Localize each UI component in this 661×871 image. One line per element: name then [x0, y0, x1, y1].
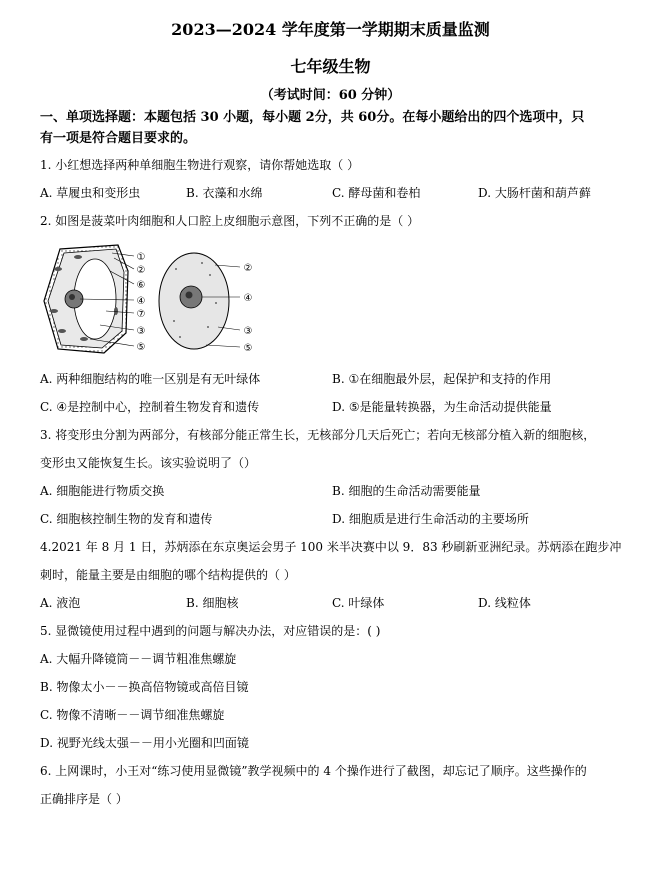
chloroplast — [58, 329, 66, 333]
section-heading-line1: 一、单项选择题：本题包括 30 小题，每小题 2分，共 60分。在每小题给出的四个选项中，只 — [40, 110, 585, 125]
question-3-option-a: A. 细胞能进行物质交换 — [40, 484, 165, 498]
exam-time-note: （考试时间：60 分钟） — [260, 88, 401, 103]
question-6-stem-line2: 正确排序是（ ） — [40, 792, 128, 806]
animal-cell-diagram — [159, 253, 252, 354]
chloroplast — [50, 309, 58, 313]
chloroplast — [54, 267, 62, 271]
question-2-option-a: A. 两种细胞结构的唯一区别是有无叶绿体 — [40, 372, 261, 386]
question-5-option-a: A. 大幅升降镜筒－－调节粗准焦螺旋 — [40, 652, 237, 666]
question-5-option-b: B. 物像太小－－换高倍物镜或高倍目镜 — [40, 680, 249, 694]
question-3-option-c: C. 细胞核控制生物的发育和遗传 — [40, 512, 213, 526]
question-4-option-a: A. 液泡 — [40, 596, 81, 610]
question-1-stem: 1. 小红想选择两种单细胞生物进行观察，请你帮她选取（ ） — [40, 158, 360, 172]
question-4-stem-line1: 4.2021 年 8 月 1 日，苏炳添在东京奥运会男子 100 米半决赛中以 9．83 秒刷新亚洲纪录。苏炳添在跑步冲 — [40, 540, 622, 554]
question-2-option-c: C. ④是控制中心，控制着生物发育和遗传 — [40, 400, 260, 414]
question-3-option-d: D. 细胞质是进行生命活动的主要场所 — [332, 512, 529, 526]
plant-label-3: ③ — [136, 326, 146, 337]
exam-title: 2023—2024 学年度第一学期期末质量监测 — [171, 20, 490, 39]
cell-diagram-figure — [40, 241, 265, 359]
chloroplast — [80, 337, 88, 341]
question-4-stem-line2: 刺时，能量主要是由细胞的哪个结构提供的（ ） — [40, 568, 296, 582]
chloroplast — [114, 307, 118, 315]
exam-subtitle: 七年级生物 — [290, 57, 371, 76]
question-4-option-b: B. 细胞核 — [186, 596, 239, 610]
question-2-option-b: B. ①在细胞最外层，起保护和支持的作用 — [332, 372, 552, 386]
plant-label-5: ⑤ — [136, 342, 146, 353]
question-3-stem-line1: 3. 将变形虫分割为两部分，有核部分能正常生长，无核部分几天后死亡；若向无核部分植入新的细胞核， — [40, 428, 596, 442]
animal-label-5: ⑤ — [243, 343, 253, 354]
animal-label-4: ④ — [243, 293, 253, 304]
question-1-option-a: A. 草履虫和变形虫 — [40, 186, 141, 200]
question-2-stem: 2. 如图是菠菜叶肉细胞和人口腔上皮细胞示意图，下列不正确的是（ ） — [40, 214, 420, 228]
question-2-option-d: D. ⑤是能量转换器，为生命活动提供能量 — [332, 400, 552, 414]
plant-label-4: ④ — [136, 296, 146, 307]
question-3-stem-line2: 变形虫又能恢复生长。该实验说明了（） — [40, 456, 257, 470]
question-1-option-d: D. 大肠杆菌和葫芦藓 — [478, 186, 591, 200]
plant-label-7: ⑦ — [136, 309, 146, 320]
plant-label-1: ① — [136, 252, 146, 263]
question-3-option-b: B. 细胞的生命活动需要能量 — [332, 484, 481, 498]
question-4-option-c: C. 叶绿体 — [332, 596, 385, 610]
section-heading-line2: 有一项是符合题目要求的。 — [40, 131, 197, 146]
animal-label-2: ② — [243, 263, 253, 274]
question-6-stem-line1: 6. 上网课时，小王对“练习使用显微镜”教学视频中的 4 个操作进行了截图，却忘记了顺序。这些操作的 — [40, 764, 587, 778]
question-5-stem: 5. 显微镜使用过程中遇到的问题与解决办法，对应错误的是：( ) — [40, 624, 381, 638]
question-1-option-c: C. 酵母菌和卷柏 — [332, 186, 421, 200]
question-1-option-b: B. 衣藻和水绵 — [186, 186, 263, 200]
plant-label-2: ② — [136, 265, 146, 276]
question-5-option-c: C. 物像不清晰－－调节细准焦螺旋 — [40, 708, 225, 722]
chloroplast — [74, 255, 82, 259]
question-4-option-d: D. 线粒体 — [478, 596, 531, 610]
question-5-option-d: D. 视野光线太强－－用小光圈和凹面镜 — [40, 736, 249, 750]
plant-label-6: ⑥ — [136, 280, 146, 291]
plant-cell-diagram — [44, 245, 145, 353]
animal-label-3: ③ — [243, 326, 253, 337]
